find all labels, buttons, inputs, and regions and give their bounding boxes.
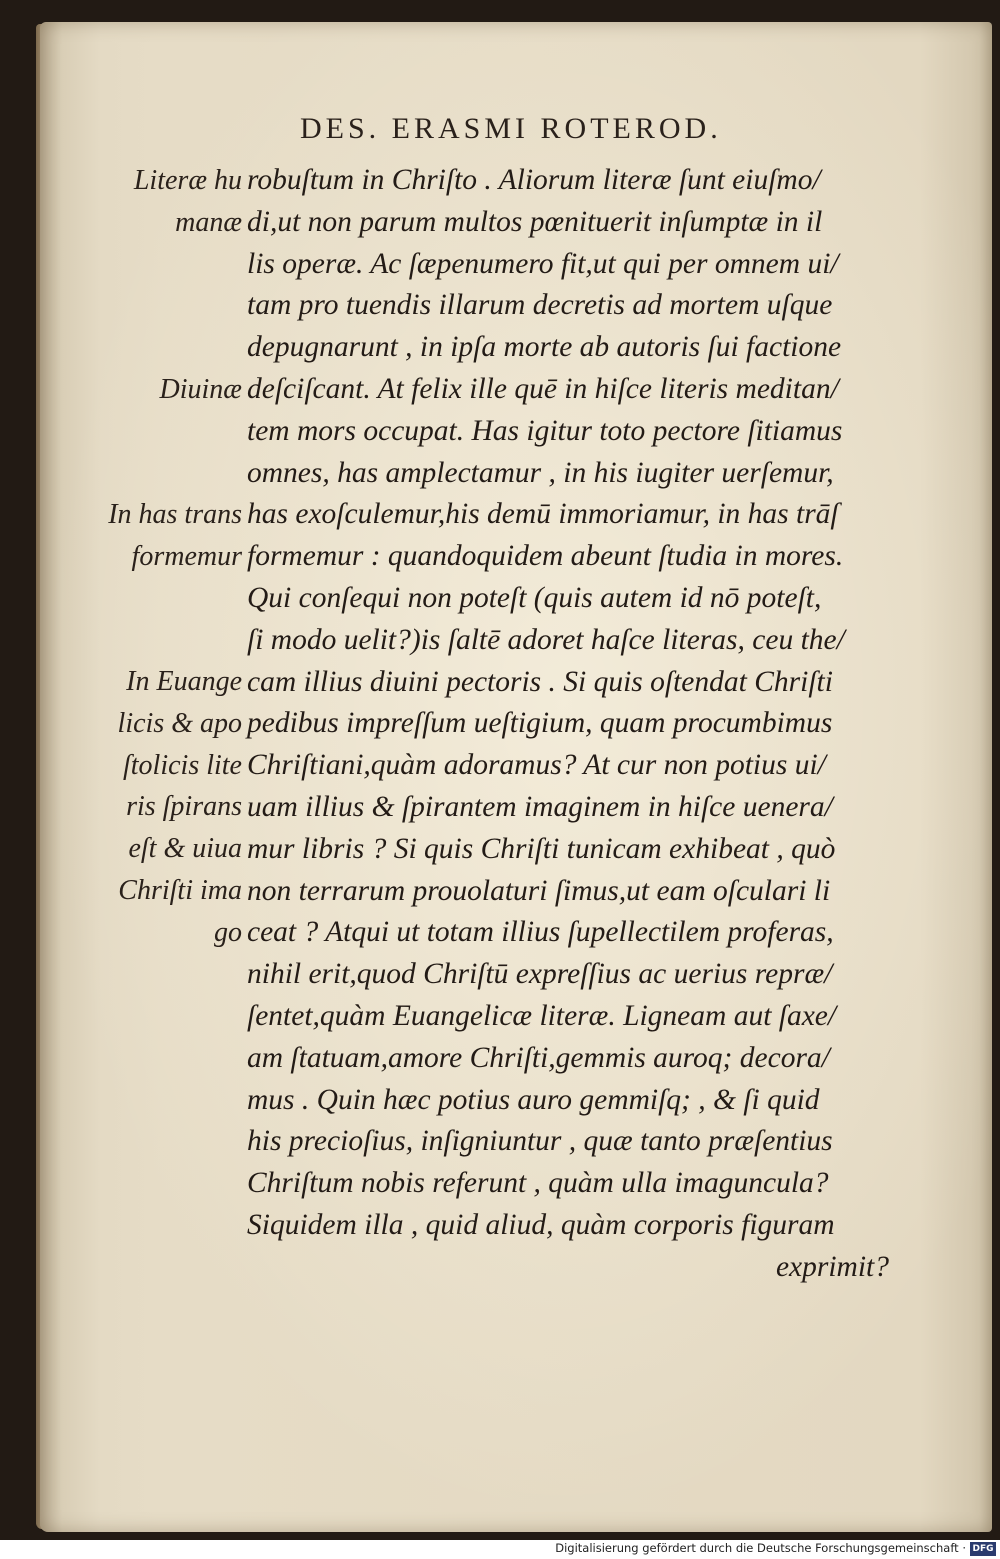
dfg-logo: DFG	[970, 1542, 996, 1556]
text-line: pedibus impreſſum ueſtigium, quam procumbimus	[247, 707, 833, 740]
marginal-note-euangelicis	[92, 661, 242, 954]
marginal-line: eſt & uiua	[128, 833, 242, 865]
marginal-line: ſtolicis lite	[123, 749, 242, 781]
marginal-note-diuinae	[92, 369, 242, 411]
text-line: Chriſtiani,quàm adoramus? At cur non potius ui/	[247, 749, 826, 782]
text-line: uam illius & ſpirantem imaginem in hiſce uenera/	[247, 790, 833, 823]
marginal-line: licis & apo	[117, 707, 242, 739]
marginal-line: Literæ hu	[133, 165, 242, 196]
text-line: deſciſcant. At felix ille quē in hiſce literis meditan/	[247, 372, 839, 405]
marginal-line: In Euange	[126, 666, 242, 697]
text-line: nihil erit,quod Chriſtū expreſſius ac uerius repræ/	[247, 958, 833, 991]
marginal-line: formemur	[131, 540, 242, 572]
running-head: DES. ERASMI ROTEROD.	[300, 112, 722, 145]
text-line: Siquidem illa , quid aliud, quàm corporis figuram	[247, 1208, 835, 1241]
marginal-line: Chriſti ima	[118, 874, 242, 906]
text-line: robuſtum in Chriſto . Aliorum literæ ſunt eiuſmo/	[247, 164, 821, 196]
text-line: Chriſtum nobis referunt , quàm ulla imaguncula?	[247, 1167, 829, 1200]
text-line: ceat ? Atqui ut totam illius ſupellectilem proferas,	[247, 916, 834, 949]
digitization-footer	[0, 1540, 1000, 1559]
body-text	[247, 160, 907, 1289]
funding-credit: Digitalisierung gefördert durch die Deutsche Forschungsgemeinschaft ·	[555, 1541, 966, 1555]
marginal-line: manæ	[175, 206, 242, 238]
text-line: tam pro tuendis illarum decretis ad mortem uſque	[247, 289, 833, 322]
text-line: omnes, has amplectamur , in his iugiter uerſemur,	[247, 456, 834, 489]
text-line: ſentet,quàm Euangelicæ literæ. Ligneam aut ſaxe/	[247, 999, 837, 1032]
marginal-line: Diuinæ	[159, 374, 242, 405]
text-line: his precioſius, inſigniuntur , quæ tanto præſentius	[247, 1125, 833, 1158]
marginal-note-transformemur	[92, 494, 242, 578]
text-line: cam illius diuini pectoris . Si quis oſtendat Chriſti	[247, 665, 833, 698]
marginal-note-literae-humanae	[92, 160, 242, 244]
text-line: has exoſculemur,his demū immoriamur, in has trāſ	[247, 498, 839, 531]
text-line: depugnarunt , in ipſa morte ab autoris ſui factione	[247, 331, 842, 364]
text-line: mur libris ? Si quis Chriſti tunicam exhibeat , quò	[247, 832, 836, 865]
text-line: Qui conſequi non poteſt (quis autem id nō poteſt,	[247, 581, 822, 614]
text-line: formemur : quandoquidem abeunt ſtudia in mores.	[247, 540, 844, 573]
text-line: am ſtatuam,amore Chriſti,gemmis auroq; decora/	[247, 1041, 830, 1074]
marginal-line: go	[214, 916, 242, 948]
text-line-catchword: exprimit?	[775, 1250, 889, 1283]
text-line: di,ut non parum multos pœnituerit inſumptæ in il	[247, 205, 823, 238]
marginal-line: ris ſpirans	[126, 791, 242, 823]
marginal-line: In has trans	[108, 499, 242, 530]
text-line: ſi modo uelit?)is ſaltē adoret haſce literas, ceu the/	[247, 623, 845, 656]
text-line: mus . Quin hæc potius auro gemmiſq; , & ſi quid	[247, 1083, 820, 1116]
text-line: lis operæ. Ac ſæpenumero fit,ut qui per omnem ui/	[247, 247, 839, 280]
text-line: tem mors occupat. Has igitur toto pectore ſitiamus	[247, 414, 843, 447]
text-line: non terrarum prouolaturi ſimus,ut eam oſculari li	[247, 874, 831, 907]
